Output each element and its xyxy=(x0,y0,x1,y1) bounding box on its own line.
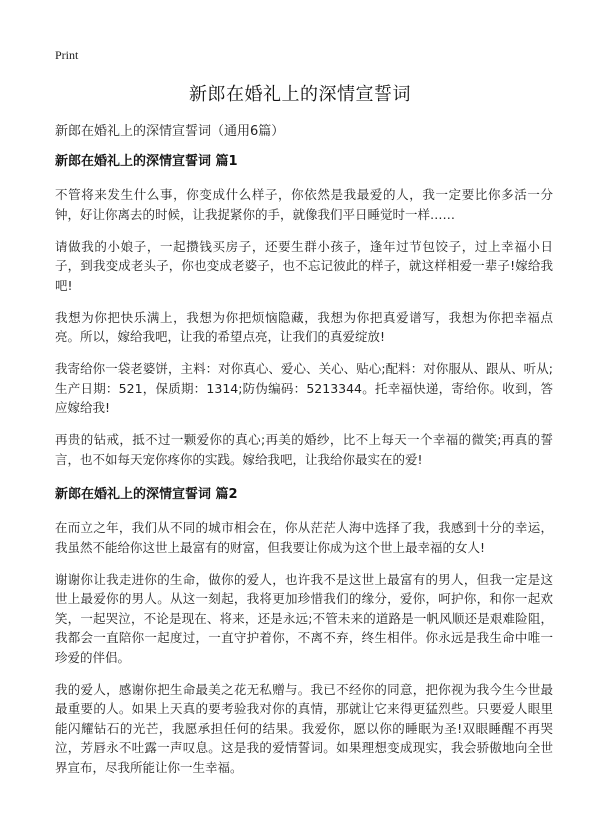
paragraph: 在而立之年，我们从不同的城市相会在，你从茫茫人海中选择了我，我感到十分的幸运，我虽然不能给你这世上最富有的财富，但我要让你成为这个世上最幸福的女人! xyxy=(55,520,553,555)
paragraph: 我寄给你一袋老婆饼，主料：对你真心、爱心、关心、贴心;配料：对你服从、跟从、听从;生产日期：521，保质期：1314;防伪编码：5213344。托幸福快递，寄给你。收到，答应嫁给我! xyxy=(55,361,553,415)
section-heading: 新郎在婚礼上的深情宣誓词 篇1 xyxy=(55,154,238,169)
document-body xyxy=(55,150,553,790)
print-link[interactable]: Print xyxy=(55,48,79,62)
document-subtitle: 新郎在婚礼上的深情宣誓词（通用6篇） xyxy=(55,124,285,139)
paragraph: 谢谢你让我走进你的生命，做你的爱人，也许我不是这世上最富有的男人，但我一定是这世上最爱你的男人。从这一刻起，我将更加珍惜我们的缘分，爱你，呵护你，和你一起欢笑，一起哭泣，不论是现在、将来，还是永远;不管未来的道路是一帆风顺还是艰难险阻，我都会一直陪你一起度过，一直守护着你，不离不弃，终生相伴。你永远是我生命中唯一珍爱的伴侣。 xyxy=(55,571,553,665)
section-2 xyxy=(55,483,553,777)
paragraph: 不管将来发生什么事，你变成什么样子，你依然是我最爱的人，我一定要比你多活一分钟，好让你离去的时候，让我捉紧你的手，就像我们平日睡觉时一样…… xyxy=(55,187,553,222)
paragraph: 我想为你把快乐满上，我想为你把烦恼隐藏，我想为你把真爱谱写，我想为你把幸福点亮。所以，嫁给我吧，让我的希望点亮，让我们的真爱绽放! xyxy=(55,309,553,344)
paragraph: 再贵的钻戒，抵不过一颗爱你的真心;再美的婚纱，比不上每天一个幸福的微笑;再真的誓言，也不如每天宠你疼你的实践。嫁给我吧，让我给你最实在的爱! xyxy=(55,432,553,467)
section-heading: 新郎在婚礼上的深情宣誓词 篇2 xyxy=(55,487,238,502)
section-1 xyxy=(55,150,553,469)
paragraph: 请做我的小娘子，一起攒钱买房子，还要生群小孩子，逢年过节包饺子，过上幸福小日子，到我变成老头子，你也变成老婆子，也不忘记彼此的样子，就这样相爱一辈子!嫁给我吧! xyxy=(55,238,553,293)
paragraph: 我的爱人，感谢你把生命最美之花无私赠与。我已不经你的同意，把你视为我今生今世最最重要的人。如果上天真的要考验我对你的真情，那就让它来得更猛烈些。只要爱人眼里能闪耀钻石的光芒，我愿承担任何的结果。我爱你，愿以你的睡眠为圣!双眼睡醒不再哭泣，芳唇永不吐露一声叹息。这是我的爱情誓词。如果理想变成现实，我会骄傲地向全世界宣布，尽我所能让你一生幸福。 xyxy=(55,681,553,775)
page-title: 新郎在婚礼上的深情宣誓词 xyxy=(189,84,411,105)
